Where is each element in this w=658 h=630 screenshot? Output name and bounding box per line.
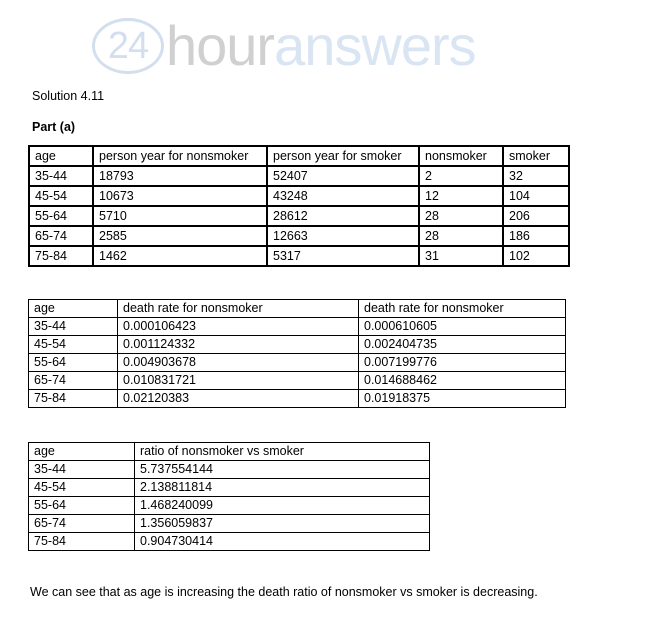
table-cell: 0.002404735 [359,336,566,354]
header-cell: ratio of nonsmoker vs smoker [135,443,430,461]
table-cell: 45-54 [29,186,93,206]
table-cell: 35-44 [29,461,135,479]
table-cell: 35-44 [29,166,93,186]
part-title: Part (a) [32,120,76,134]
table-row [29,206,569,226]
table-cell: 206 [503,206,569,226]
table-row [29,354,566,372]
table-cell: 65-74 [29,515,135,533]
table-cell: 0.014688462 [359,372,566,390]
table-cell: 0.000106423 [118,318,359,336]
table-row [29,226,569,246]
header-cell: smoker [503,146,569,166]
person-year-table [28,145,570,267]
table-cell: 1462 [93,246,267,266]
table-row [29,372,566,390]
table-cell: 75-84 [29,533,135,551]
table-cell: 2 [419,166,503,186]
table-cell: 28 [419,206,503,226]
table-cell: 5.737554144 [135,461,430,479]
logo-number: 24 [107,25,149,67]
table-cell: 35-44 [29,318,118,336]
death-rate-table [28,299,566,408]
table-row [29,186,569,206]
table-cell: 75-84 [29,390,118,408]
table-cell: 28 [419,226,503,246]
header-cell: death rate for nonsmoker [118,300,359,318]
table-cell: 186 [503,226,569,246]
conclusion-text: We can see that as age is increasing the death ratio of nonsmoker vs smoker is decreasing. [30,585,538,599]
table-cell: 0.000610605 [359,318,566,336]
solution-title: Solution 4.11 [32,89,105,103]
header-cell: age [29,146,93,166]
table-cell: 32 [503,166,569,186]
table-cell: 0.010831721 [118,372,359,390]
table-cell: 18793 [93,166,267,186]
table-cell: 12 [419,186,503,206]
table-cell: 1.468240099 [135,497,430,515]
table-cell: 0.01918375 [359,390,566,408]
table-cell: 10673 [93,186,267,206]
table-cell: 45-54 [29,479,135,497]
table-cell: 2585 [93,226,267,246]
table-header-row [29,443,430,461]
table-row [29,318,566,336]
table-row [29,515,430,533]
table-row [29,461,430,479]
logo-circle [92,18,164,74]
table-cell: 65-74 [29,226,93,246]
header-cell: death rate for nonsmoker [359,300,566,318]
header-cell: age [29,443,135,461]
header-cell: person year for smoker [267,146,419,166]
logo-word-hour: hour [166,14,275,77]
table-cell: 31 [419,246,503,266]
table-row [29,497,430,515]
table-header-row [29,300,566,318]
table-cell: 43248 [267,186,419,206]
table-header-row [29,146,569,166]
table-row [29,166,569,186]
table-cell: 1.356059837 [135,515,430,533]
table-cell: 55-64 [29,354,118,372]
table-cell: 5317 [267,246,419,266]
logo [92,16,476,76]
table-cell: 102 [503,246,569,266]
table-cell: 75-84 [29,246,93,266]
table-row [29,533,430,551]
header-cell: age [29,300,118,318]
table-row [29,246,569,266]
table-cell: 2.138811814 [135,479,430,497]
table-cell: 12663 [267,226,419,246]
table-row [29,336,566,354]
table-cell: 52407 [267,166,419,186]
table-cell: 0.004903678 [118,354,359,372]
table-row [29,479,430,497]
table-cell: 28612 [267,206,419,226]
logo-word-answers: answers [274,14,476,77]
table-cell: 45-54 [29,336,118,354]
table-cell: 0.001124332 [118,336,359,354]
table-cell: 65-74 [29,372,118,390]
table-row [29,390,566,408]
table-cell: 55-64 [29,206,93,226]
table-cell: 0.904730414 [135,533,430,551]
table-cell: 55-64 [29,497,135,515]
table-cell: 0.02120383 [118,390,359,408]
table-cell: 5710 [93,206,267,226]
table-cell: 104 [503,186,569,206]
header-cell: person year for nonsmoker [93,146,267,166]
ratio-table [28,442,430,551]
header-cell: nonsmoker [419,146,503,166]
table-cell: 0.007199776 [359,354,566,372]
